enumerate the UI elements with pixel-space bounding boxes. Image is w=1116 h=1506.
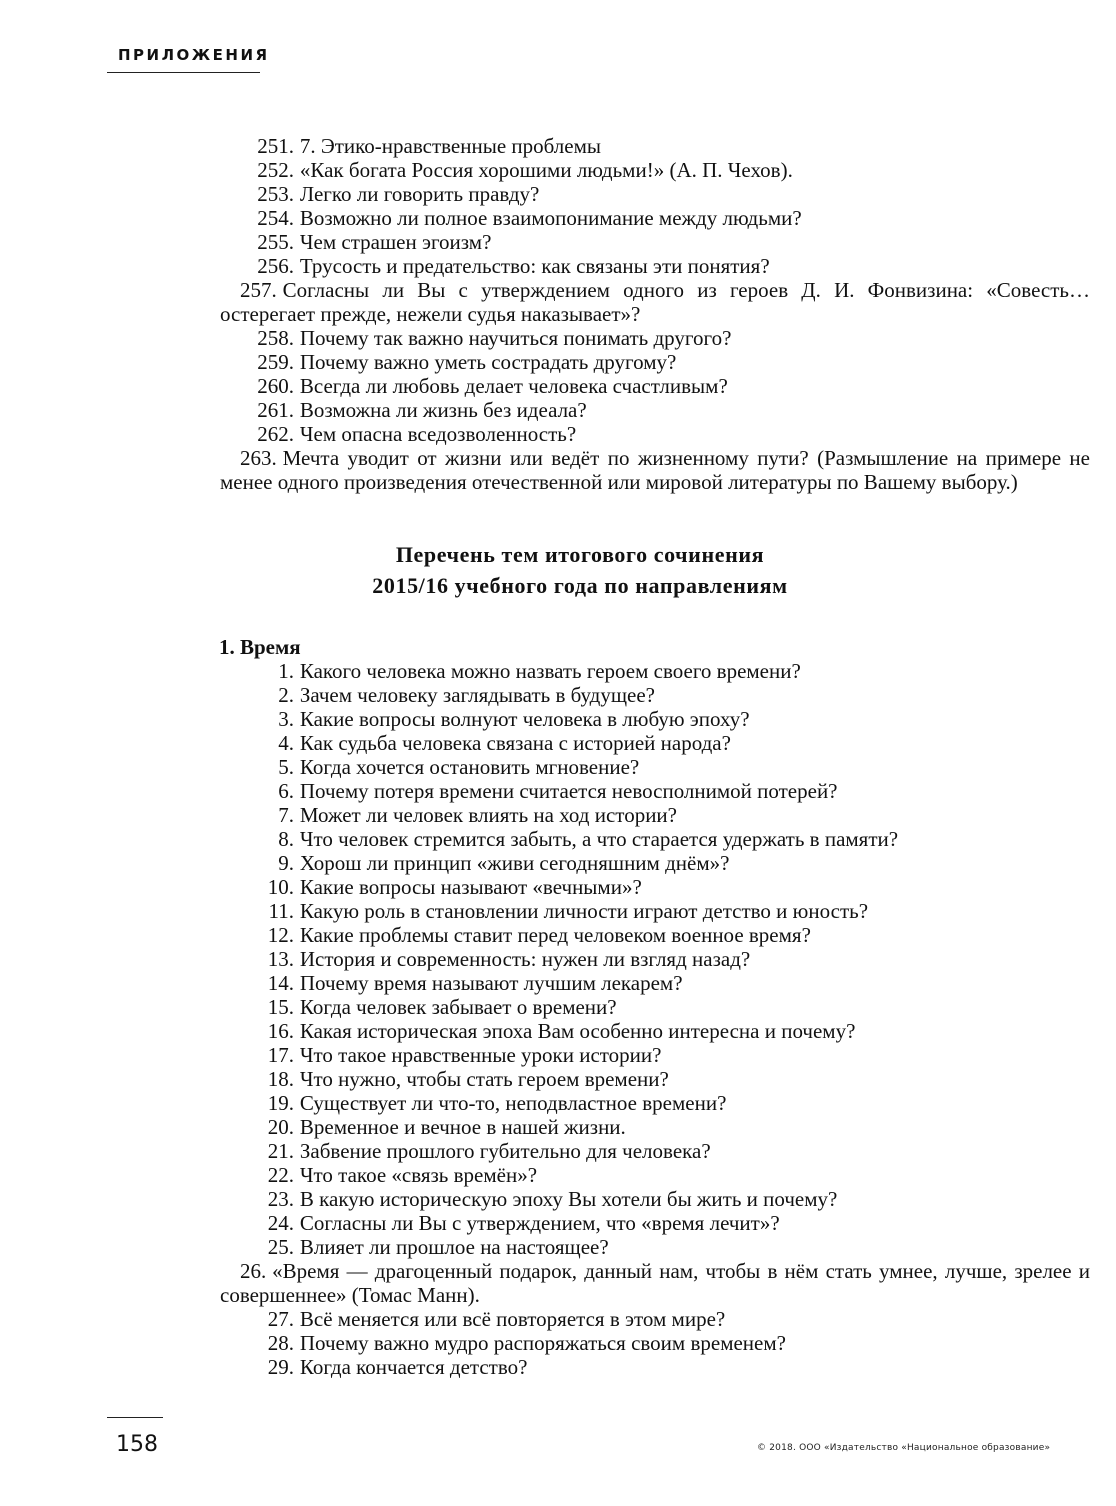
topic-item (220, 1139, 1090, 1163)
topic-text: Какая историческая эпоха Вам особенно интересна и почему? (299, 1019, 856, 1043)
topic-text: Зачем человеку заглядывать в будущее? (299, 683, 655, 707)
topic-text: Как судьба человека связана с историей народа? (299, 731, 731, 755)
topic-item (220, 422, 1090, 446)
topic-item (220, 1091, 1090, 1115)
topic-text: Забвение прошлого губительно для человека? (299, 1139, 711, 1163)
topic-item (220, 731, 1090, 755)
section-title-line-2: 2015/16 учебного года по направлениям (372, 573, 788, 598)
topic-item (220, 971, 1090, 995)
topic-text: Существует ли что-то, неподвластное времени? (299, 1091, 727, 1115)
topic-number: 21. (267, 1139, 294, 1163)
page-number: 158 (116, 1432, 158, 1457)
topic-text: Когда хочется остановить мгновение? (299, 755, 640, 779)
running-title: ПРИЛОЖЕНИЯ (118, 46, 270, 64)
topic-item (220, 1211, 1090, 1235)
topic-text: «Как богата Россия хорошими людьми!» (А. П. Чехов). (299, 158, 793, 182)
topic-text: Почему важно уметь сострадать другому? (299, 350, 677, 374)
topic-item (220, 446, 1090, 494)
topic-text: Чем опасна вседозволенность? (299, 422, 577, 446)
topic-text: Какую роль в становлении личности играют детство и юность? (299, 899, 869, 923)
topic-number: 28. (267, 1331, 294, 1355)
footer-rule (107, 1417, 163, 1418)
topic-item (220, 899, 1090, 923)
topic-number: 25. (267, 1235, 294, 1259)
topic-number: 5. (278, 755, 294, 779)
topic-number: 19. (267, 1091, 294, 1115)
topic-item (220, 659, 1090, 683)
topic-item (220, 707, 1090, 731)
topic-item (220, 230, 1090, 254)
topic-number: 259. (257, 350, 294, 374)
topic-item (220, 1019, 1090, 1043)
topic-item (220, 1355, 1090, 1379)
topic-number: 29. (267, 1355, 294, 1379)
topic-item (220, 1187, 1090, 1211)
topic-text: Возможно ли полное взаимопонимание между людьми? (299, 206, 802, 230)
topic-number: 262. (257, 422, 294, 446)
topic-number: 2. (278, 683, 294, 707)
topic-number: 8. (278, 827, 294, 851)
topic-number: 20. (267, 1115, 294, 1139)
topic-text: История и современность: нужен ли взгляд назад? (299, 947, 751, 971)
topic-text: 7. Этико-нравственные проблемы (299, 134, 602, 158)
header-rule (107, 72, 260, 73)
topic-text: Всё меняется или всё повторяется в этом мире? (299, 1307, 726, 1331)
topic-item (220, 398, 1090, 422)
topic-number: 15. (267, 995, 294, 1019)
copyright-notice: © 2018. ООО «Издательство «Национальное образование» (757, 1443, 1051, 1453)
topic-number: 6. (278, 779, 294, 803)
topic-number: 3. (278, 707, 294, 731)
topic-item (220, 350, 1090, 374)
topic-text: Возможна ли жизнь без идеала? (299, 398, 587, 422)
topic-number: 252. (257, 158, 294, 182)
topic-text: Временное и вечное в нашей жизни. (299, 1115, 626, 1139)
topic-item (220, 134, 1090, 158)
topic-text: Когда человек забывает о времени? (299, 995, 617, 1019)
topic-item (220, 278, 1090, 326)
topic-number: 10. (267, 875, 294, 899)
topic-item (220, 779, 1090, 803)
topic-text: Какие вопросы волнуют человека в любую эпоху? (299, 707, 750, 731)
topic-number: 261. (257, 398, 294, 422)
topic-text: В какую историческую эпоху Вы хотели бы жить и почему? (299, 1187, 838, 1211)
topic-text: Почему время называют лучшим лекарем? (299, 971, 683, 995)
topic-number: 24. (267, 1211, 294, 1235)
topic-number: 11. (268, 899, 294, 923)
topic-item (220, 1259, 1090, 1307)
topic-text: Когда кончается детство? (299, 1355, 528, 1379)
topic-item (220, 827, 1090, 851)
topic-number: 260. (257, 374, 294, 398)
topic-text: «Время — драгоценный подарок, данный нам, чтобы в нём стать умнее, лучше, зрелее и совершеннее» (Томас Манн). (220, 1259, 1090, 1307)
topic-number: 18. (267, 1067, 294, 1091)
topic-item (220, 1043, 1090, 1067)
topic-number: 253. (257, 182, 294, 206)
topic-number: 13. (267, 947, 294, 971)
topic-number: 17. (267, 1043, 294, 1067)
topic-number: 258. (257, 326, 294, 350)
topic-number: 12. (267, 923, 294, 947)
topic-text: Почему так важно научиться понимать другого? (299, 326, 732, 350)
topic-item (220, 1115, 1090, 1139)
topic-text: Согласны ли Вы с утверждением одного из героев Д. И. Фонвизина: «Совесть… остерегает прежде, нежели судья наказывает»? (220, 278, 1090, 326)
topic-item (220, 374, 1090, 398)
topic-text: Почему потеря времени считается невосполнимой потерей? (299, 779, 838, 803)
topic-item (220, 1163, 1090, 1187)
topic-item (220, 158, 1090, 182)
topic-number: 257. (240, 278, 277, 302)
topic-number: 23. (267, 1187, 294, 1211)
topic-item (220, 1307, 1090, 1331)
topic-number: 263. (240, 446, 277, 470)
topic-item (220, 206, 1090, 230)
topic-item (220, 1331, 1090, 1355)
topic-number: 255. (257, 230, 294, 254)
topic-item (220, 923, 1090, 947)
topic-number: 256. (257, 254, 294, 278)
topic-number: 251. (257, 134, 294, 158)
topic-number: 27. (267, 1307, 294, 1331)
topic-item (220, 851, 1090, 875)
topic-text: Что человек стремится забыть, а что старается удержать в памяти? (299, 827, 899, 851)
topic-text: Хорош ли принцип «живи сегодняшним днём»? (299, 851, 730, 875)
topic-text: Согласны ли Вы с утверждением, что «время лечит»? (299, 1211, 780, 1235)
section-title-line-1: Перечень тем итогового сочинения (395, 542, 765, 567)
topic-item (220, 326, 1090, 350)
subsection-title: 1. Время (219, 635, 301, 659)
topic-text: Мечта уводит от жизни или ведёт по жизненному пути? (Размышление на примере не менее одного произведения отечественной или мировой литературы по Вашему выбору.) (220, 446, 1090, 494)
topic-item (220, 182, 1090, 206)
topic-text: Какого человека можно назвать героем своего времени? (299, 659, 801, 683)
topic-item (220, 995, 1090, 1019)
topic-text: Всегда ли любовь делает человека счастливым? (299, 374, 728, 398)
topic-item (220, 683, 1090, 707)
topic-text: Что такое нравственные уроки истории? (299, 1043, 662, 1067)
topic-item (220, 755, 1090, 779)
topic-text: Какие проблемы ставит перед человеком военное время? (299, 923, 811, 947)
topic-text: Трусость и предательство: как связаны эти понятия? (299, 254, 770, 278)
topic-item (220, 947, 1090, 971)
topic-number: 26. (240, 1259, 267, 1283)
topic-item (220, 803, 1090, 827)
topic-number: 4. (278, 731, 294, 755)
topic-item (220, 1067, 1090, 1091)
topic-item (220, 254, 1090, 278)
topic-number: 7. (278, 803, 294, 827)
topic-text: Легко ли говорить правду? (299, 182, 540, 206)
topic-text: Может ли человек влиять на ход истории? (299, 803, 677, 827)
topic-item (220, 875, 1090, 899)
topic-number: 1. (278, 659, 294, 683)
topic-number: 9. (278, 851, 294, 875)
topic-text: Почему важно мудро распоряжаться своим временем? (299, 1331, 786, 1355)
topic-text: Чем страшен эгоизм? (299, 230, 492, 254)
topic-text: Что нужно, чтобы стать героем времени? (299, 1067, 669, 1091)
topic-number: 22. (267, 1163, 294, 1187)
topic-item (220, 1235, 1090, 1259)
topic-text: Что такое «связь времён»? (299, 1163, 538, 1187)
topic-number: 16. (267, 1019, 294, 1043)
topic-number: 254. (257, 206, 294, 230)
topic-number: 14. (267, 971, 294, 995)
topic-text: Влияет ли прошлое на настоящее? (299, 1235, 609, 1259)
topic-text: Какие вопросы называют «вечными»? (299, 875, 642, 899)
